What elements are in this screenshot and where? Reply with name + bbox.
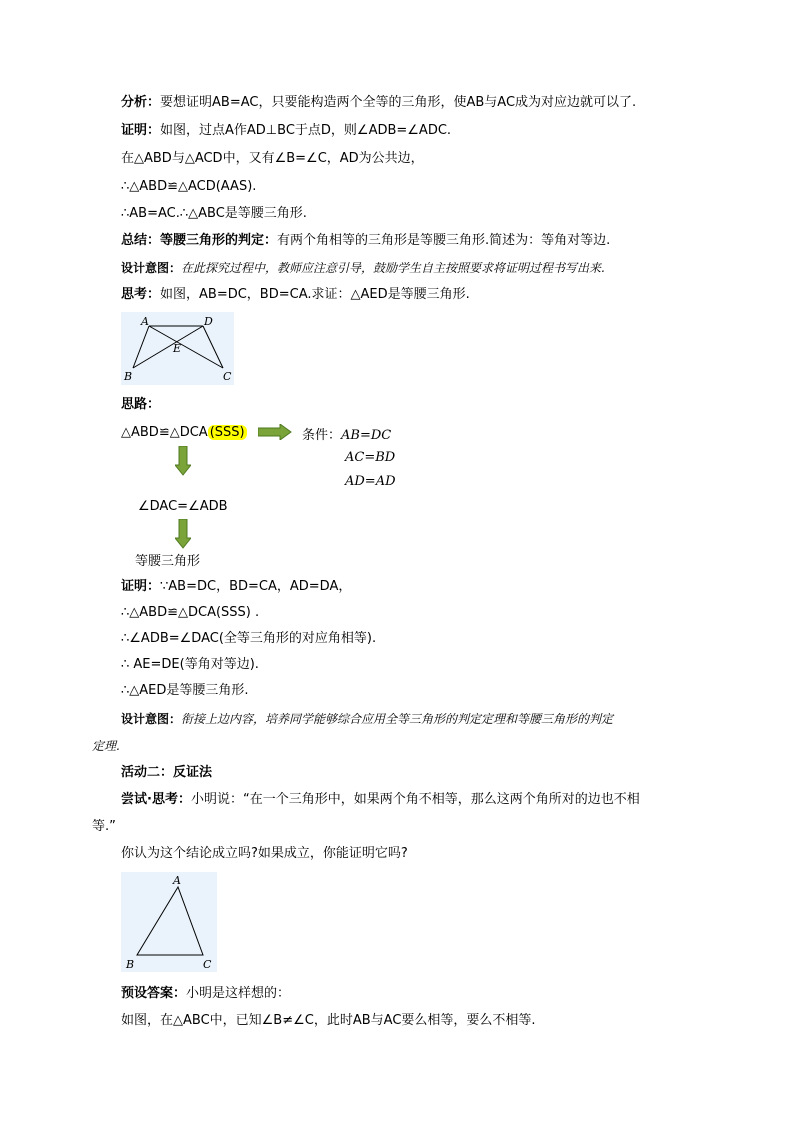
idea-condition-1-text: AB=DC — [341, 428, 392, 443]
summary-text: 有两个角相等的三角形是等腰三角形.简述为：等角对等边. — [277, 233, 611, 248]
figure-triangle — [121, 872, 217, 972]
think-label: 思考： — [121, 287, 161, 302]
think-text: 如图，AB=DC，BD=CA.求证：△AED是等腰三角形. — [160, 287, 470, 302]
proof-line-1 — [121, 122, 451, 140]
proof2-label: 证明： — [121, 579, 161, 594]
arrow-right-icon — [258, 424, 292, 440]
fig1-label-A: A — [141, 315, 149, 328]
think-line — [121, 286, 470, 304]
figure-quadrilateral — [121, 312, 234, 385]
fig2-label-A: A — [173, 874, 181, 887]
idea-condition-1 — [302, 424, 391, 443]
design-intent-2-label: 设计意图： — [121, 712, 182, 726]
design-intent-label: 设计意图： — [121, 261, 182, 275]
try-think-question: 你认为这个结论成立吗?如果成立，你能证明它吗? — [121, 846, 408, 861]
fig1-label-B: B — [124, 370, 133, 383]
proof2-line-5: ∴△AED是等腰三角形. — [121, 683, 249, 698]
try-think-text: 小明说：“在一个三角形中，如果两个角不相等，那么这两个角所对的边也不相 — [190, 792, 640, 807]
design-intent-2-text: 衔接上边内容，培养同学能够综合应用全等三角形的判定定理和等腰三角形的判定 — [181, 712, 614, 726]
fig1-label-D: D — [204, 315, 213, 328]
figure-quadrilateral-svg — [121, 312, 234, 385]
idea-condition-2: AC=BD — [345, 450, 396, 465]
idea-label: 思路： — [121, 397, 161, 412]
arrow-down-icon — [175, 446, 191, 476]
preset-answer-label: 预设答案： — [121, 986, 187, 1001]
idea-sss-highlight: (SSS) — [209, 425, 245, 440]
figure-triangle-svg — [121, 872, 217, 972]
proof-line-3: ∴△ABD≌△ACD(AAS). — [121, 179, 257, 194]
idea-conclusion: 等腰三角形 — [135, 554, 201, 569]
proof2-line-1 — [121, 578, 351, 596]
proof-line-4: ∴AB=AC.∴△ABC是等腰三角形. — [121, 206, 307, 221]
fig1-label-E: E — [173, 342, 182, 355]
idea-angle-equality: ∠DAC=∠ADB — [138, 499, 228, 514]
fig2-label-C: C — [203, 958, 212, 971]
idea-congruence-statement: △ABD≌△DCA — [121, 425, 208, 440]
try-think-label: 尝试·思考： — [121, 792, 191, 807]
try-think-line — [121, 791, 640, 809]
idea-condition-label: 条件： — [302, 428, 342, 443]
analysis-label: 分析： — [121, 95, 161, 110]
design-intent-line — [121, 259, 605, 277]
proof2-line-2: ∴△ABD≌△DCA(SSS) . — [121, 605, 260, 620]
summary-line — [121, 232, 610, 250]
analysis-text: 要想证明AB=AC，只要能构造两个全等的三角形，使AB与AC成为对应边就可以了. — [160, 95, 637, 110]
proof-line-2: 在△ABD与△ACD中，又有∠B=∠C，AD为公共边， — [121, 151, 424, 166]
activity-two-title: 活动二：反证法 — [121, 765, 213, 780]
proof-label: 证明： — [121, 123, 161, 138]
fig2-label-B: B — [126, 958, 135, 971]
design-intent-2-continued: 定理. — [92, 739, 120, 753]
try-think-continued: 等.” — [92, 819, 116, 834]
proof2-line-3: ∴∠ADB=∠DAC(全等三角形的对应角相等). — [121, 631, 377, 646]
preset-answer-text: 小明是这样想的： — [186, 986, 291, 1001]
proof-text: 如图，过点A作AD⊥BC于点D，则∠ADB=∠ADC. — [160, 123, 452, 138]
design-intent-text: 在此探究过程中，教师应注意引导，鼓励学生自主按照要求将证明过程书写出来. — [181, 261, 605, 275]
proof2-line-4: ∴ AE=DE(等角对等边). — [121, 657, 259, 672]
proof2-text-1: ∵AB=DC，BD=CA，AD=DA， — [160, 579, 352, 594]
analysis-line — [121, 94, 636, 112]
arrow-down-icon — [175, 519, 191, 549]
idea-congruence — [121, 424, 247, 442]
preset-answer-line-2: 如图，在△ABC中，已知∠B≠∠C，此时AB与AC要么相等，要么不相等. — [121, 1013, 536, 1028]
fig1-label-C: C — [223, 370, 232, 383]
preset-answer-line — [121, 985, 290, 1003]
summary-label: 总结：等腰三角形的判定： — [121, 233, 278, 248]
design-intent-2-line — [121, 710, 613, 728]
idea-condition-3: AD=AD — [345, 474, 396, 489]
